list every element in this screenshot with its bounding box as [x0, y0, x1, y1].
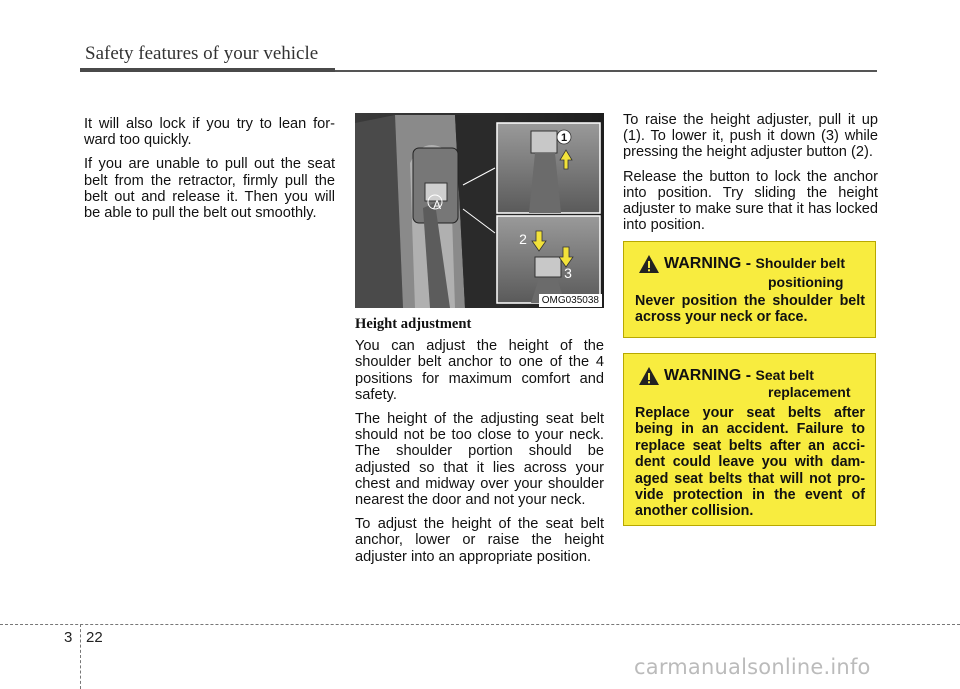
paragraph: You can adjust the height of the shoulder belt anchor to one of the 4 positions for maximum comfort and safety. — [355, 338, 604, 403]
paragraph: If you are unable to pull out the seat belt from the retractor, firmly pull the belt out and release it. Then you will be able to pull the belt out smoothly. — [84, 156, 335, 222]
figure-code: OMG035038 — [539, 294, 602, 307]
paragraph: To raise the height adjuster, pull it up (1). To lower it, push it down (3) while pressing the height adjuster button (2). — [623, 112, 878, 161]
chapter-number: 3 — [64, 629, 73, 646]
warning-box-seat-belt-replacement — [623, 353, 876, 526]
warning-topic: Shoulder belt — [755, 255, 845, 271]
page-header-title: Safety features of your vehicle — [85, 43, 319, 64]
footer-rule — [0, 624, 960, 625]
warning-triangle-icon — [638, 254, 660, 274]
label-a: A — [432, 198, 442, 212]
header-rule-thin — [335, 70, 877, 72]
middle-column — [355, 316, 604, 573]
watermark: carmanualsonline.info — [634, 655, 871, 679]
paragraph: Release the button to lock the anchor into position. Try sliding the height adjuster to make sure that it has locked into position. — [623, 168, 878, 234]
seat-belt-figure — [355, 113, 604, 308]
right-column — [623, 112, 878, 241]
warning-topic-line2: positioning — [768, 274, 844, 290]
callout-1: 1 — [560, 132, 568, 144]
paragraph: It will also lock if you try to lean for-ward too quickly. — [84, 116, 335, 149]
warning-triangle-icon — [638, 366, 660, 386]
paragraph: To adjust the height of the seat belt anchor, lower or raise the height adjuster into an appropriate position. — [355, 516, 604, 565]
warning-label — [664, 255, 845, 273]
warning-topic-line2: replacement — [768, 384, 851, 400]
warning-topic: Seat belt — [755, 367, 814, 383]
warning-box-shoulder-belt — [623, 241, 876, 338]
callout-2: 2 — [519, 231, 527, 247]
footer-divider — [80, 624, 81, 689]
section-heading: Height adjustment — [355, 316, 472, 332]
warning-word: WARNING - — [664, 255, 756, 272]
header-rule — [80, 68, 335, 72]
warning-word: WARNING - — [664, 367, 756, 384]
warning-label — [664, 367, 814, 385]
left-column — [84, 116, 335, 229]
callout-3: 3 — [564, 265, 572, 281]
warning-body: Replace your seat belts after being in an accident. Failure to replace seat belts after an acci-dent could leave you with dam-aged seat belts that will not pro-vide protection in the event of another collision. — [635, 405, 865, 520]
seat-belt-illustration — [355, 113, 604, 308]
warning-body: Never position the shoulder belt across your neck or face. — [635, 293, 865, 326]
page-number: 22 — [86, 629, 103, 646]
paragraph: The height of the adjusting seat belt should not be too close to your neck. The shoulder portion should be adjusted so that it lies across your chest and midway over your shoulder nearest the door and not your neck. — [355, 411, 604, 509]
